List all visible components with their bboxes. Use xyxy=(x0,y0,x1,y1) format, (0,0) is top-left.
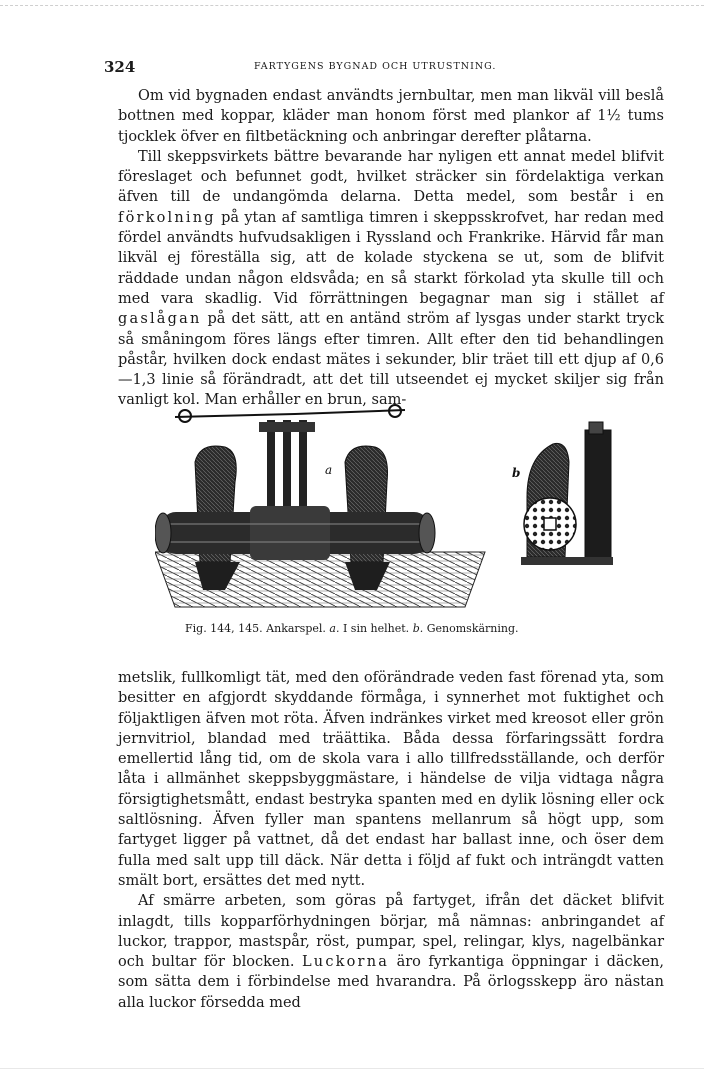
figure-label-a: a xyxy=(325,463,333,477)
text-run: Af smärre arbeten, som göras på fartyget, ifrån det däcket blifvit inlagdt, tills kopparförhydningen börjar, må nämnas: anbringandet af luckor, trappor, mastspår, röst, pumpar, spel, relingar, klys, nagelbänkar och bultar för blocken. xyxy=(118,893,664,971)
text-block-bottom xyxy=(118,668,664,1013)
spaced-term: förkolning xyxy=(118,209,216,226)
text-run: på ytan af samtliga timren i skeppsskrofvet, har redan med fördel användts hufvudsakligen i Ryssland och Frankrike. Härvid får man likväl ej föreställa sig, att de kolade styckena se ut, som de blifvit räddade undan någon eldsvåda; en så starkt förkolad yta skulle till och med vara skadlig. Vid förrättningen begagnar man sig i stället af xyxy=(118,209,664,307)
pawl-rod xyxy=(283,420,291,520)
caption-text-a: I sin helhet. xyxy=(342,622,410,635)
text-run: Till skeppsvirkets bättre bevarande har nyligen ett annat medel blifvit föreslaget och befunnet godt, hvilket sträcker sin fördelaktiga verkan äfven till de undangömda delarna. Detta medel, som består i en xyxy=(118,148,664,206)
scan-bottom-edge xyxy=(0,1068,704,1069)
text-run: på det sätt, att en antänd ström af lysgas under starkt tryck så småningom föres längs efter timren. Allt efter den tid behandlingen påstår, hvilken dock endast mätes i sekunder, blir träet till ett djup af 0,6—1,3 linie så förändradt, att det till utseendet ej mycket skiljer sig från vanligt kol. Man erhåller en brun, sam- xyxy=(118,311,664,409)
caption-number: Fig. 144, 145. xyxy=(185,622,263,635)
text-run: Om vid bygnaden endast användts jernbultar, men man likväl vill beslå bottnen med koppar, kläder man honom först med plankor af 1½ tums tjocklek öfver en filtbetäckning och anbringar derefter plåtarna. xyxy=(118,88,664,145)
lever-bar xyxy=(175,410,405,417)
paragraph xyxy=(118,147,664,411)
page-header xyxy=(104,58,664,78)
paragraph xyxy=(118,668,664,891)
paragraph xyxy=(118,891,664,1013)
windlass-figure xyxy=(155,402,635,617)
caption-key-b: b. xyxy=(412,622,424,635)
section-post xyxy=(585,430,611,560)
pawl-rim xyxy=(250,506,330,560)
spaced-term: gaslågan xyxy=(118,311,202,328)
text-run: metslik, fullkomligt tät, med den oförändrade veden fast förenad yta, som besitter en afgjordt skyddande förmåga, i synnerhet mot fuktighet och följaktligen äfven mot röta. Äfven indränkes virket med kreosot eller grön jernvitriol, blandad med träättika. Båda dessa förfaringssätt fordra emellertid lång tid, om de skola vara i allo tillfredsställande, och derför låta i allmänhet skeppsbyggmästare, i händelse de vilja vidtaga några försigtighetsmått, endast bestryka spanten med en dylik lösning eller ock saltlösning. Äfven fyller man spantens mellanrum så högt upp, som fartyget ligger på vattnet, då det endast har ballast inne, och öser dem fulla med salt upp till däck. När detta i följd af fukt och inträngdt vatten smält bort, ersättes det med nytt. xyxy=(118,670,664,889)
crosshead xyxy=(259,422,315,432)
scan-top-rule xyxy=(0,5,704,6)
caption-text-b: Genomskärning. xyxy=(426,622,519,635)
caption-title: Ankarspel. xyxy=(266,622,326,635)
section-base xyxy=(521,557,613,565)
spaced-term: Luckorna xyxy=(301,954,390,971)
pawl-rod xyxy=(267,420,275,520)
figure-label-b: b xyxy=(512,466,521,480)
figure-caption xyxy=(185,622,605,635)
paragraph xyxy=(118,86,664,147)
text-block-top xyxy=(118,86,664,411)
page-number: 324 xyxy=(104,58,136,76)
windlass-illustration xyxy=(155,402,635,617)
pawl-rod xyxy=(299,420,307,520)
running-title: FARTYGENS BYGNAD OCH UTRUSTNING. xyxy=(254,61,497,72)
text-run: äro fyrkantiga öppningar i däcken, som sätta dem i förbindelse med hvarandra. På örlogsskepp äro nästan alla luckor försedda med xyxy=(118,954,664,1011)
caption-key-a: a. xyxy=(329,622,340,635)
